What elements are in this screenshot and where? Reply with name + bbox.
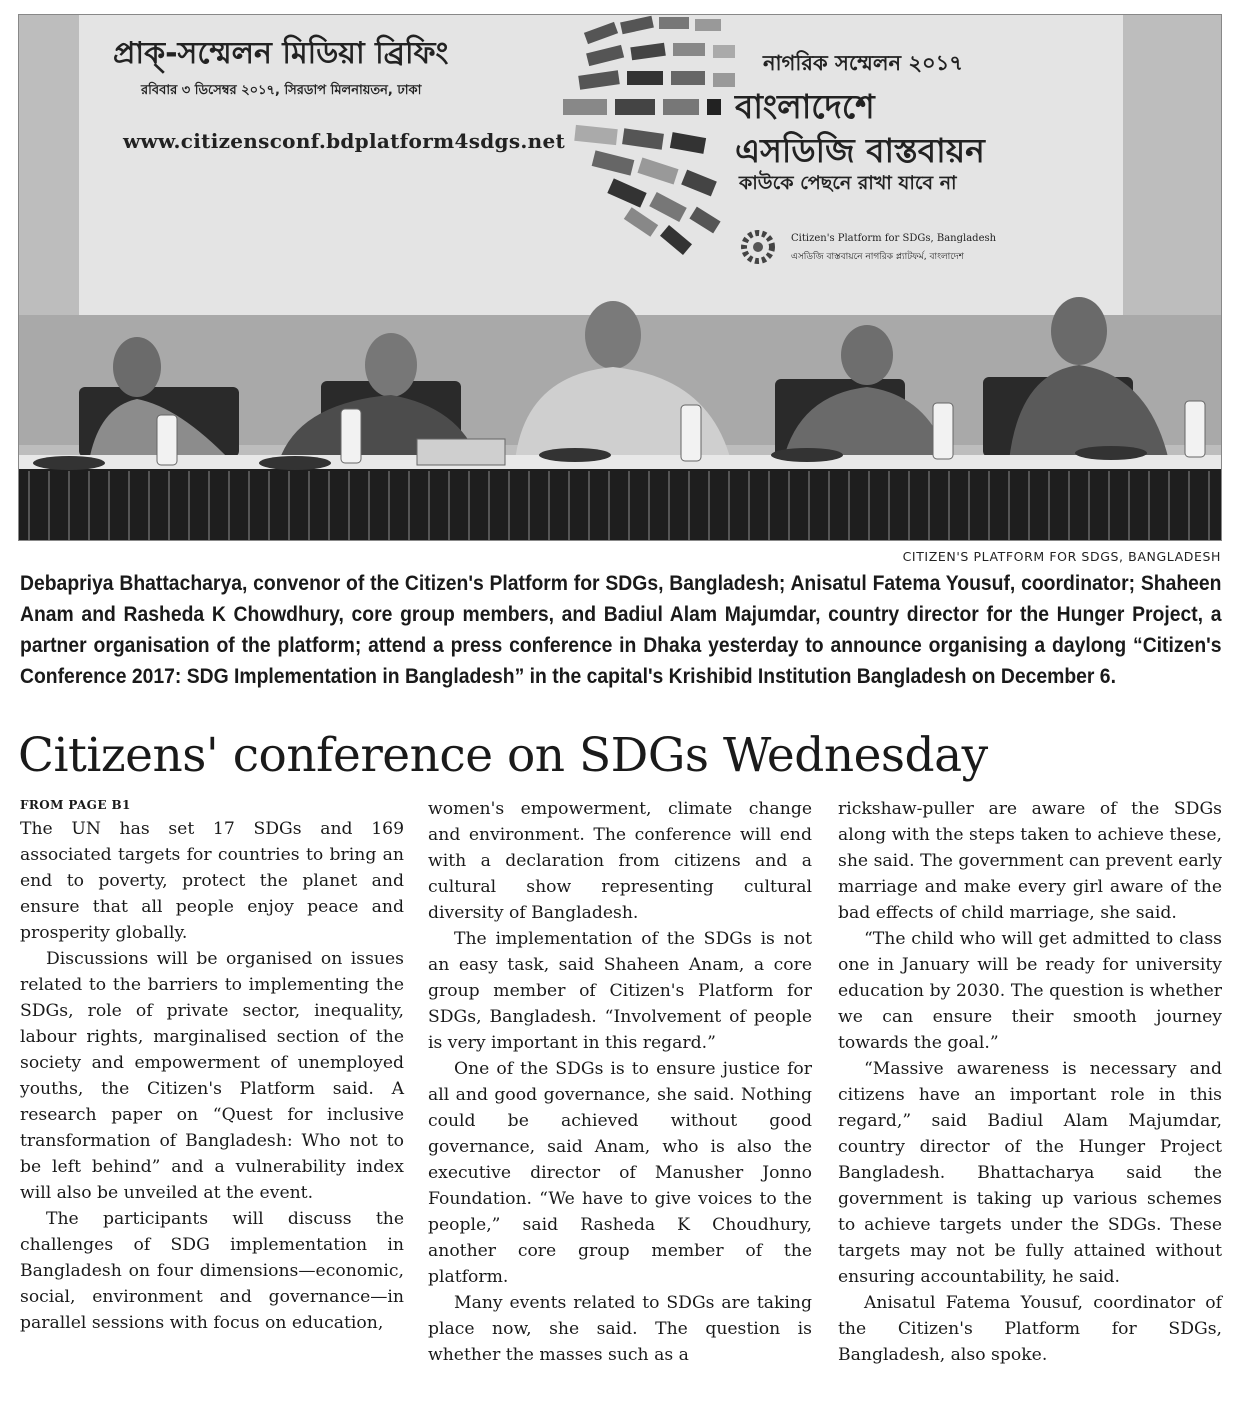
article-column-1 xyxy=(20,796,404,1336)
paragraph: “Massive awareness is necessary and citizens have an important role in this regard,” said Badiul Alam Majumdar, country director of the Hunger Project Bangladesh. Bhattacharya said the government is taking up various schemes to achieve targets under the SDGs. These targets may not be fully attained without ensuring accountability, he said. xyxy=(838,1059,1222,1287)
paragraph: rickshaw-puller are aware of the SDGs along with the steps taken to achieve these, she said. The government can prevent early marriage and make every girl aware of the bad effects of child marriage, she said. xyxy=(838,799,1222,923)
paragraph: The UN has set 17 SDGs and 169 associated targets for countries to bring an end to poverty, protect the planet and ensure that all people enjoy peace and prosperity globally. xyxy=(20,819,404,943)
banner-heading-line2: এসডিজি বাস্তবায়ন xyxy=(735,131,985,170)
paragraph: The participants will discuss the challenges of SDG implementation in Bangladesh on four dimensions—economic, social, environment and governance—in parallel sessions with focus on education, xyxy=(20,1209,404,1333)
banner-logo-text-bangla: এসডিজি বাস্তবায়নে নাগরিক প্ল্যাটফর্ম, বাংলাদেশ xyxy=(791,252,964,262)
paragraph: Discussions will be organised on issues related to the barriers to implementing the SDGs, role of private sector, inequality, labour rights, marginalised section of the society and empowerment of unemployed youths, the Citizen's Platform said. A research paper on “Quest for inclusive transformation of Bangladesh: Who not to be left behind” and a vulnerability index will also be unveiled at the event. xyxy=(20,949,404,1203)
photo-credit: CITIZEN'S PLATFORM FOR SDGS, BANGLADESH xyxy=(902,549,1221,564)
banner-heading-line1: বাংলাদেশে xyxy=(735,87,875,126)
article-headline: Citizens' conference on SDGs Wednesday xyxy=(18,728,988,783)
paragraph: Anisatul Fatema Yousuf, coordinator of the Citizen's Platform for SDGs, Bangladesh, also spoke. xyxy=(838,1293,1222,1365)
article-column-2 xyxy=(428,796,812,1368)
paragraph: “The child who will get admitted to class one in January will be ready for university education by 2030. The question is whether we can ensure their smooth journey towards the goal.” xyxy=(838,929,1222,1053)
banner-url: www.citizensconf.bdplatform4sdgs.net xyxy=(123,129,566,153)
banner-subtitle: রবিবার ৩ ডিসেম্বর ২০১৭, সিরডাপ মিলনায়তন, ঢাকা xyxy=(141,83,422,98)
paragraph: The implementation of the SDGs is not an easy task, said Shaheen Anam, a core group member of Citizen's Platform for SDGs, Bangladesh. “Involvement of people is very important in this regard.” xyxy=(428,929,812,1053)
article-column-3 xyxy=(838,796,1222,1368)
from-page-label: FROM PAGE B1 xyxy=(20,798,131,812)
banner-event-name: নাগরিক সম্মেলন ২০১৭ xyxy=(763,51,963,75)
paragraph: Many events related to SDGs are taking place now, she said. The question is whether the masses such as a xyxy=(428,1293,812,1365)
banner-tagline: কাউকে পেছনে রাখা যাবে না xyxy=(739,172,957,194)
press-conference-photo xyxy=(18,14,1222,541)
photo-caption: Debapriya Bhattacharya, convenor of the Citizen's Platform for SDGs, Bangladesh; Anisatul Fatema Yousuf, coordinator; Shaheen Anam and Rasheda K Chowdhury, core group members, and Badiul Alam Majumdar, country director for the Hunger Project, a partner organisation of the platform; attend a press conference in Dhaka yesterday to announce organising a daylong “Citizen's Conference 2017: SDG Implementation in Bangladesh” in the capital's Krishibid Institution Bangladesh on December 6. xyxy=(20,571,1222,688)
banner-logo-text: Citizen's Platform for SDGs, Bangladesh xyxy=(791,233,997,244)
paragraph: women's empowerment, climate change and environment. The conference will end with a declaration from citizens and a cultural show representing cultural diversity of Bangladesh. xyxy=(428,799,812,923)
paragraph: One of the SDGs is to ensure justice for all and good governance, she said. Nothing could be achieved without good governance, said Anam, who is also the executive director of Manusher Jonno Foundation. “We have to give voices to the people,” said Rasheda K Choudhury, another core group member of the platform. xyxy=(428,1059,812,1287)
banner-title: প্রাক্-সম্মেলন মিডিয়া ব্রিফিং xyxy=(113,36,449,71)
